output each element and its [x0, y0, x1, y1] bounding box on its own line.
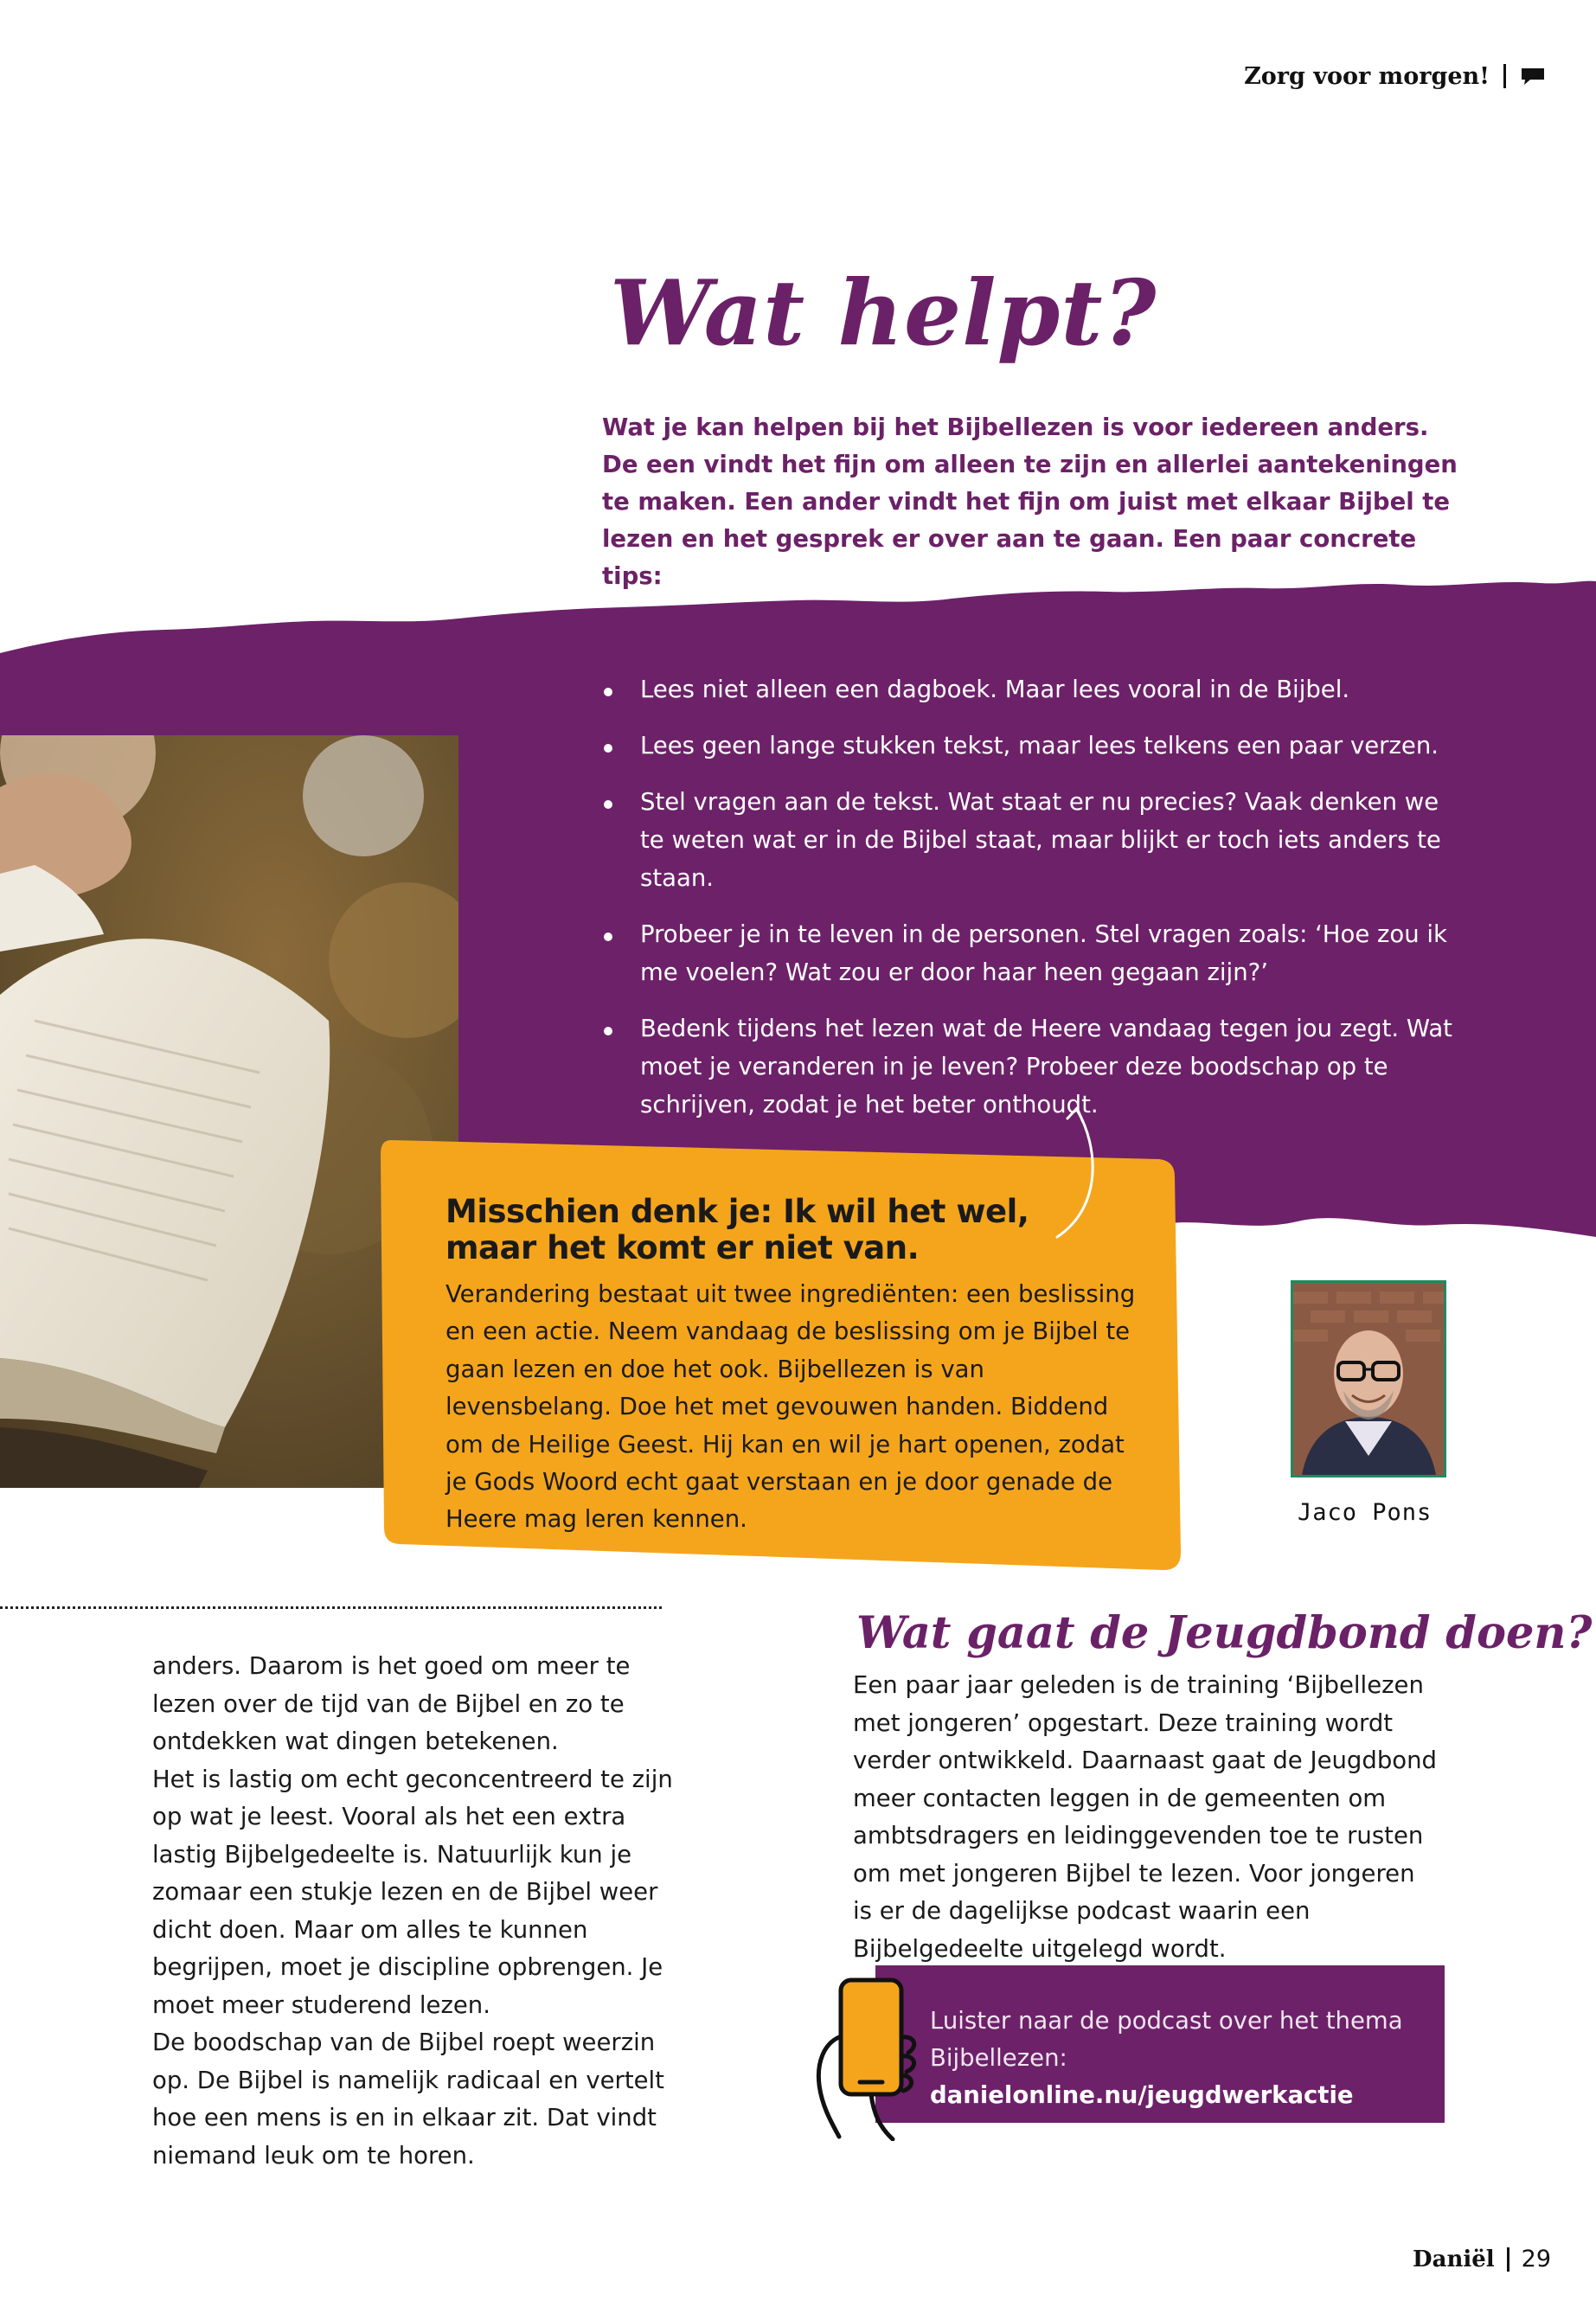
paragraph: De boodschap van de Bijbel roept weerzin op. De Bijbel is namelijk radicaal en vertelt hoe een mens is en in elkaar zit. Dat vindt niemand leuk om te horen. [152, 2029, 664, 2170]
intro-text: Wat je kan helpen bij het Bijbellezen is voor iedereen anders. De een vindt het fijn om alleen te zijn en allerlei aantekeningen te maken. Een ander vindt het fijn om juist met elkaar Bijbel te lezen en het gesprek er over aan te gaan. Een paar concrete tips: [602, 413, 1458, 590]
body-text-right: Een paar jaar geleden is de training ‘Bijbellezen met jongeren’ opgestart. Deze training wordt verder ontwikkeld. Daarnaast gaat de Jeugdbond meer contacten leggen in de gemeenten om ambtsdragers en leidinggevenden toe te rusten om met jongeren Bijbel te lezen. Voor jongeren is er de dagelijkse podcast waarin een Bijbelgedeelte uitgelegd wordt. [853, 1671, 1437, 1963]
tips-list [600, 670, 1465, 1142]
list-item: Lees geen lange stukken tekst, maar lees telkens een paar verzen. [600, 727, 1465, 765]
paragraph: Het is lastig om echt geconcentreerd te zijn op wat je leest. Vooral als het een extra lastig Bijbelgedeelte is. Natuurlijk kun je zomaar een stukje lezen en de Bijbel weer dicht doen. Maar om alles te kunnen begrijpen, moet je discipline opbrengen. Je moet meer studerend lezen. [152, 1765, 673, 2019]
callout-body: Verandering bestaat uit twee ingrediënten: een beslissing en een actie. Neem vandaag de beslissing om je Bijbel te gaan lezen en doe het ook. Bijbellezen is van levensbelang. Doe het met gevouwen handen. Biddend om de Heilige Geest. Hij kan en wil je hart openen, zodat je Gods Woord echt gaat verstaan en je door genade de Heere mag leren kennen. [445, 1280, 1136, 1534]
list-item: Lees niet alleen een dagboek. Maar lees vooral in de Bijbel. [600, 670, 1465, 708]
podcast-text: Luister naar de podcast over het thema Bijbellezen: danielonline.nu/jeugdwerkactie [930, 2007, 1403, 2109]
page-footer [1413, 2246, 1551, 2272]
callout-heading: Misschien denk je: Ik wil het wel, maar het komt er niet van. [445, 1193, 1029, 1266]
dotted-divider [0, 1606, 662, 1609]
paragraph: anders. Daarom is het goed om meer te lezen over de tijd van de Bijbel en zo te ontdekken wat dingen betekenen. [152, 1652, 631, 1755]
section-heading: Wat gaat de Jeugdbond doen? [856, 1607, 1593, 1659]
footer-divider [1507, 2247, 1509, 2272]
magazine-name: Daniël [1413, 2246, 1495, 2272]
phone-in-hand-icon [798, 1977, 927, 2141]
page-header [1244, 59, 1546, 93]
speech-bubble-icon [1520, 67, 1546, 86]
list-item: Bedenk tijdens het lezen wat de Heere vandaag tegen jou zegt. Wat moet je veranderen in je leven? Probeer deze boodschap op te schrijven, zodat je het beter onthoudt. [600, 1009, 1465, 1124]
bullet-icon [604, 800, 612, 809]
bullet-icon [604, 933, 612, 941]
podcast-link[interactable]: danielonline.nu/jeugdwerkactie [930, 2081, 1354, 2109]
body-text-left [152, 1648, 689, 2175]
author-photo [1291, 1280, 1446, 1477]
main-title: Wat helpt? [610, 260, 1157, 366]
section-title: Zorg voor morgen! [1244, 62, 1490, 90]
page-number: 29 [1521, 2246, 1551, 2272]
bullet-icon [604, 1027, 612, 1035]
header-divider [1503, 64, 1506, 88]
list-item: Probeer je in te leven in de personen. Stel vragen zoals: ‘Hoe zou ik me voelen? Wat zou er door haar heen gegaan zijn?’ [600, 915, 1465, 991]
list-item: Stel vragen aan de tekst. Wat staat er nu precies? Vaak denken we te weten wat er in de Bijbel staat, maar blijkt er toch iets anders te staan. [600, 783, 1465, 897]
bullet-icon [604, 688, 612, 696]
author-name: Jaco Pons [1298, 1499, 1433, 1526]
bullet-icon [604, 744, 612, 753]
